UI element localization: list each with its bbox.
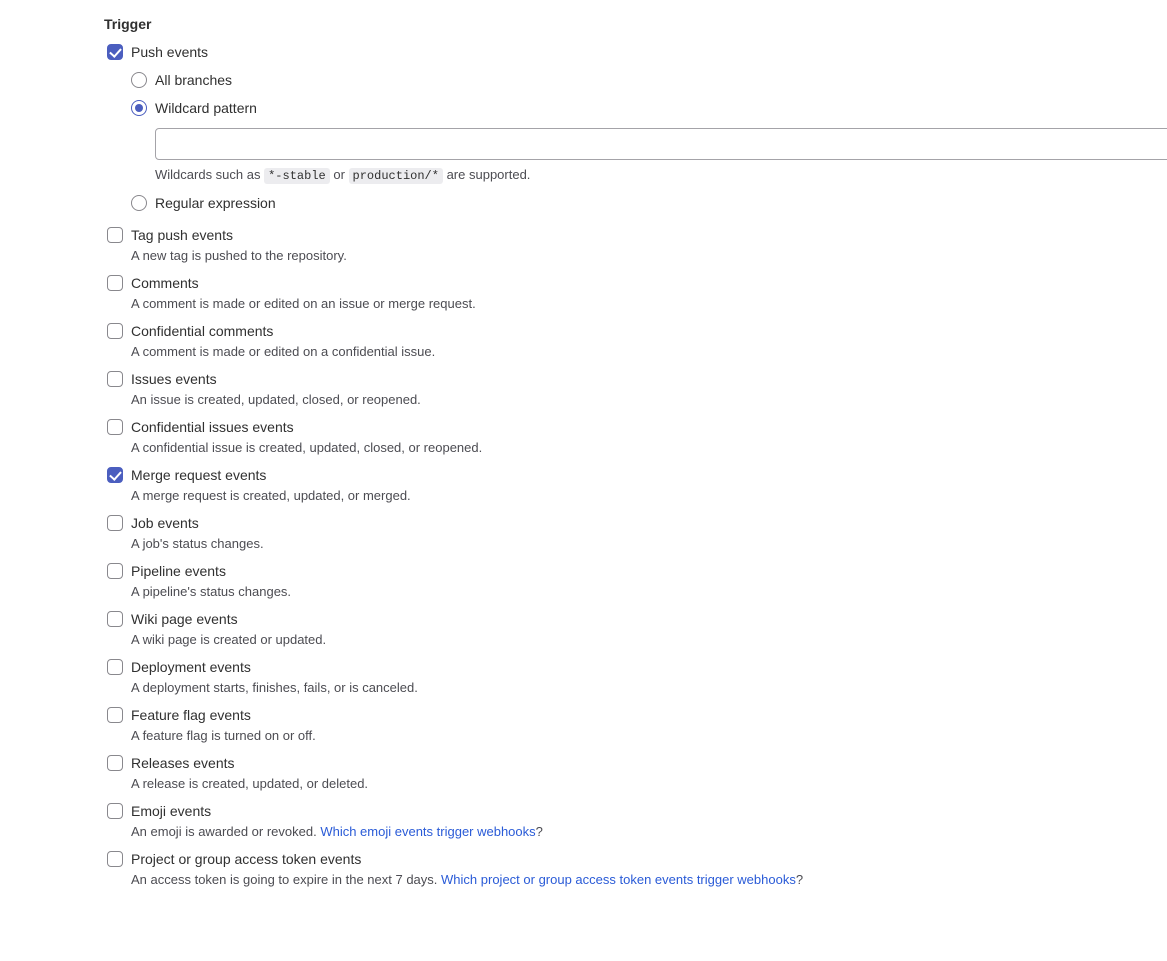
radio-row-regular-expression[interactable] [104, 193, 1167, 215]
regular-expression-radio[interactable] [131, 195, 147, 211]
project-or-group-access-token-events-description-suffix: ? [795, 872, 804, 887]
comments-label: Comments [131, 275, 199, 291]
releases-events-checkbox[interactable] [107, 755, 123, 771]
job-events-checkbox[interactable] [107, 515, 123, 531]
wiki-page-events-label: Wiki page events [131, 611, 238, 627]
job-events-description-text: A job's status changes. [131, 536, 264, 551]
section-title: Trigger [104, 16, 152, 32]
checkbox-row-tag-push-events[interactable] [104, 225, 1167, 265]
job-events-label: Job events [131, 515, 199, 531]
issues-events-label: Issues events [131, 371, 217, 387]
deployment-events-checkbox[interactable] [107, 659, 123, 675]
issues-events-checkbox[interactable] [107, 371, 123, 387]
checkbox-row-emoji-events[interactable] [104, 801, 1167, 841]
wildcard-help-prefix: Wildcards such as [155, 167, 261, 182]
emoji-events-label: Emoji events [131, 803, 212, 819]
checkbox-row-feature-flag-events[interactable] [104, 705, 1167, 745]
checkbox-row-pipeline-events[interactable] [104, 561, 1167, 601]
project-or-group-access-token-events-description [131, 871, 1167, 889]
emoji-events-description-suffix: ? [535, 824, 543, 839]
confidential-comments-checkbox[interactable] [107, 323, 123, 339]
checkbox-row-confidential-comments[interactable] [104, 321, 1167, 361]
wildcard-help-conjunction: or [333, 167, 345, 182]
radio-row-all-branches[interactable] [104, 70, 1167, 92]
deployment-events-description [131, 679, 1167, 697]
project-or-group-access-token-events-description-text: An access token is going to expire in the next 7 days. [131, 872, 438, 887]
pipeline-events-description-text: A pipeline's status changes. [131, 584, 292, 599]
wildcard-pattern-radio[interactable] [131, 100, 147, 116]
pipeline-events-checkbox[interactable] [107, 563, 123, 579]
checkbox-row-issues-events[interactable] [104, 369, 1167, 409]
event-checkbox-list [0, 225, 1167, 889]
checkbox-row-job-events[interactable] [104, 513, 1167, 553]
all-branches-radio[interactable] [131, 72, 147, 88]
wiki-page-events-description-text: A wiki page is created or updated. [131, 632, 327, 647]
tag-push-events-description-text: A new tag is pushed to the repository. [131, 248, 347, 263]
wildcard-input-wrapper [155, 128, 1167, 160]
all-branches-label: All branches [155, 72, 233, 88]
confidential-issues-events-checkbox[interactable] [107, 419, 123, 435]
tag-push-events-checkbox[interactable] [107, 227, 123, 243]
comments-checkbox[interactable] [107, 275, 123, 291]
wildcard-pattern-input[interactable] [155, 128, 1167, 160]
emoji-events-help-link[interactable]: Which emoji events trigger webhooks [320, 824, 536, 839]
radio-row-wildcard-pattern[interactable] [104, 98, 1167, 120]
checkbox-row-deployment-events[interactable] [104, 657, 1167, 697]
wiki-page-events-description [131, 631, 1167, 649]
project-or-group-access-token-events-help-link[interactable]: Which project or group access token events trigger webhooks [441, 872, 796, 887]
checkbox-row-comments[interactable] [104, 273, 1167, 313]
feature-flag-events-description-text: A feature flag is turned on or off. [131, 728, 316, 743]
merge-request-events-description [131, 487, 1167, 505]
push-events-branch-filter-group [104, 70, 1167, 215]
push-events-checkbox[interactable] [107, 44, 123, 60]
emoji-events-description-text: An emoji is awarded or revoked. [131, 824, 317, 839]
releases-events-description-text: A release is created, updated, or deleted. [131, 776, 369, 791]
project-or-group-access-token-events-checkbox[interactable] [107, 851, 123, 867]
deployment-events-label: Deployment events [131, 659, 251, 675]
emoji-events-description [131, 823, 1167, 841]
checkbox-row-merge-request-events[interactable] [104, 465, 1167, 505]
releases-events-label: Releases events [131, 755, 235, 771]
merge-request-events-checkbox[interactable] [107, 467, 123, 483]
checkbox-row-releases-events[interactable] [104, 753, 1167, 793]
wildcard-help-suffix: are supported. [446, 167, 531, 182]
confidential-issues-events-description [131, 439, 1167, 457]
wildcard-pattern-label: Wildcard pattern [155, 100, 257, 116]
feature-flag-events-description [131, 727, 1167, 745]
push-events-label: Push events [131, 44, 209, 60]
checkbox-row-push-events[interactable] [104, 42, 1167, 64]
pipeline-events-description [131, 583, 1167, 601]
confidential-comments-description-text: A comment is made or edited on a confidential issue. [131, 344, 436, 359]
pipeline-events-label: Pipeline events [131, 563, 226, 579]
wildcard-help-text [155, 166, 1167, 185]
regular-expression-label: Regular expression [155, 195, 276, 211]
wildcard-example-1: *-stable [264, 168, 330, 184]
wiki-page-events-checkbox[interactable] [107, 611, 123, 627]
merge-request-events-label: Merge request events [131, 467, 267, 483]
issues-events-description [131, 391, 1167, 409]
checkbox-row-confidential-issues-events[interactable] [104, 417, 1167, 457]
confidential-issues-events-description-text: A confidential issue is created, updated, closed, or reopened. [131, 440, 483, 455]
checkbox-row-wiki-page-events[interactable] [104, 609, 1167, 649]
emoji-events-checkbox[interactable] [107, 803, 123, 819]
checkbox-row-project-or-group-access-token-events[interactable] [104, 849, 1167, 889]
wildcard-example-2: production/* [349, 168, 443, 184]
confidential-comments-description [131, 343, 1167, 361]
project-or-group-access-token-events-label: Project or group access token events [131, 851, 362, 867]
merge-request-events-description-text: A merge request is created, updated, or merged. [131, 488, 411, 503]
releases-events-description [131, 775, 1167, 793]
tag-push-events-label: Tag push events [131, 227, 233, 243]
comments-description [131, 295, 1167, 313]
tag-push-events-description [131, 247, 1167, 265]
confidential-comments-label: Confidential comments [131, 323, 274, 339]
deployment-events-description-text: A deployment starts, finishes, fails, or is canceled. [131, 680, 418, 695]
issues-events-description-text: An issue is created, updated, closed, or reopened. [131, 392, 421, 407]
feature-flag-events-checkbox[interactable] [107, 707, 123, 723]
confidential-issues-events-label: Confidential issues events [131, 419, 294, 435]
feature-flag-events-label: Feature flag events [131, 707, 251, 723]
job-events-description [131, 535, 1167, 553]
comments-description-text: A comment is made or edited on an issue or merge request. [131, 296, 476, 311]
